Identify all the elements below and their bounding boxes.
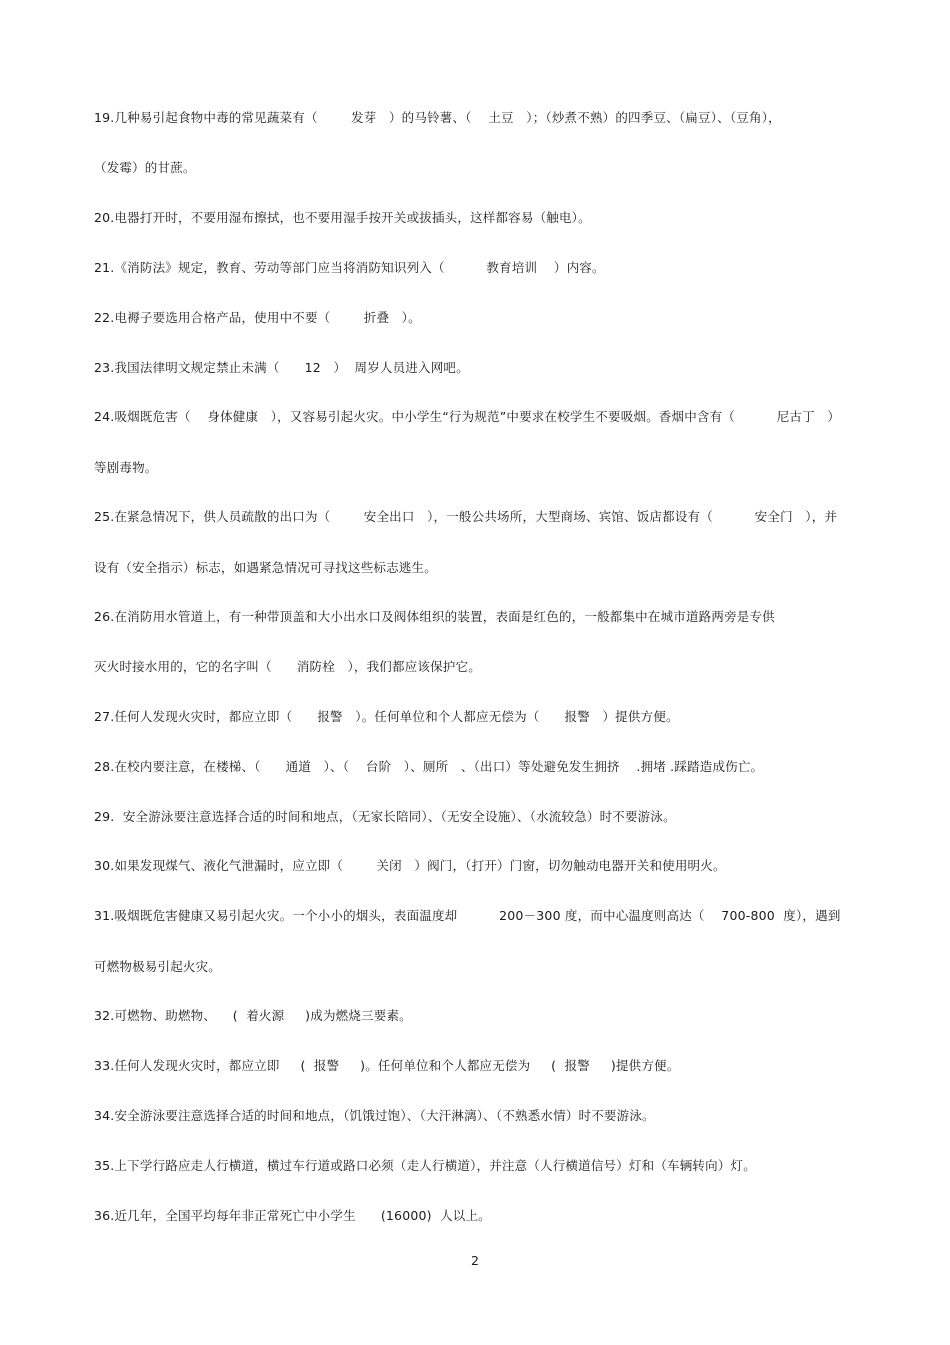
question-35: 35.上下学行路应走人行横道，横过车行道或路口必须（走人行横道），并注意（人行横道信号）灯和（车辆转向）灯。: [94, 1158, 756, 1173]
question-26-line-1: 26.在消防用水管道上，有一种带顶盖和大小出水口及阀体组织的装置，表面是红色的，一般都集中在城市道路两旁是专供: [94, 609, 775, 624]
question-27: 27.任何人发现火灾时，都应立即（ 报警 ）。任何单位和个人都应无偿为（ 报警 ）提供方便。: [94, 709, 679, 724]
question-29: 29. 安全游泳要注意选择合适的时间和地点，（无家长陪同）、（无安全设施）、（水流较急）时不要游泳。: [94, 809, 676, 824]
question-25-line-2: 设有（安全指示）标志，如遇紧急情况可寻找这些标志逃生。: [94, 560, 437, 575]
question-25-line-1: 25.在紧急情况下，供人员疏散的出口为（ 安全出口 ），一般公共场所，大型商场、宾馆、饭店都设有（ 安全门 ），并: [94, 509, 838, 524]
question-32: 32.可燃物、助燃物、 ( 着火源 )成为燃烧三要素。: [94, 1008, 412, 1023]
question-22: 22.电褥子要选用合格产品，使用中不要（ 折叠 ）。: [94, 310, 421, 325]
question-19-line-1: 19.几种易引起食物中毒的常见蔬菜有（ 发芽 ）的马铃薯、（ 土豆 ）；（炒煮不熟）的四季豆、（扁豆）、（豆角），: [94, 110, 781, 125]
question-34: 34.安全游泳要注意选择合适的时间和地点，（饥饿过饱）、（大汗淋漓）、（不熟悉水情）时不要游泳。: [94, 1108, 655, 1123]
question-19-line-2: （发霉）的甘蔗。: [94, 160, 196, 175]
question-26-line-2: 灭火时接水用的，它的名字叫（ 消防栓 ），我们都应该保护它。: [94, 659, 481, 674]
question-31-line-2: 可燃物极易引起火灾。: [94, 959, 222, 974]
question-33: 33.任何人发现火灾时，都应立即 ( 报警 )。任何单位和个人都应无偿为 ( 报警 )提供方便。: [94, 1058, 680, 1073]
question-30: 30.如果发现煤气、液化气泄漏时，应立即（ 关闭 ）阀门，（打开）门窗，切勿触动电器开关和使用明火。: [94, 858, 726, 873]
question-23: 23.我国法律明文规定禁止未满（ 12 ） 周岁人员进入网吧。: [94, 360, 469, 375]
question-31-line-1: 31.吸烟既危害健康又易引起火灾。一个小小的烟头，表面温度却 200－300 度，而中心温度则高达（ 700-800 度），遇到: [94, 908, 841, 923]
question-24-line-1: 24.吸烟既危害（ 身体健康 ），又容易引起火灾。中小学生“行为规范”中要求在校学生不要吸烟。香烟中含有（ 尼古丁 ）: [94, 409, 841, 424]
question-28: 28.在校内要注意，在楼梯、（ 通道 ）、（ 台阶 ）、厕所 、（出口）等处避免发生拥挤 .拥堵 .踩踏造成伤亡。: [94, 759, 764, 774]
question-24-line-2: 等剧毒物。: [94, 460, 158, 475]
question-20: 20.电器打开时，不要用湿布擦拭，也不要用湿手按开关或拔插头，这样都容易（触电）。: [94, 210, 591, 225]
question-36: 36.近几年，全国平均每年非正常死亡中小学生 (16000) 人以上。: [94, 1208, 491, 1223]
page-number: 2: [471, 1253, 479, 1268]
question-21: 21.《消防法》规定，教育、劳动等部门应当将消防知识列入（ 教育培训 ）内容。: [94, 260, 605, 275]
